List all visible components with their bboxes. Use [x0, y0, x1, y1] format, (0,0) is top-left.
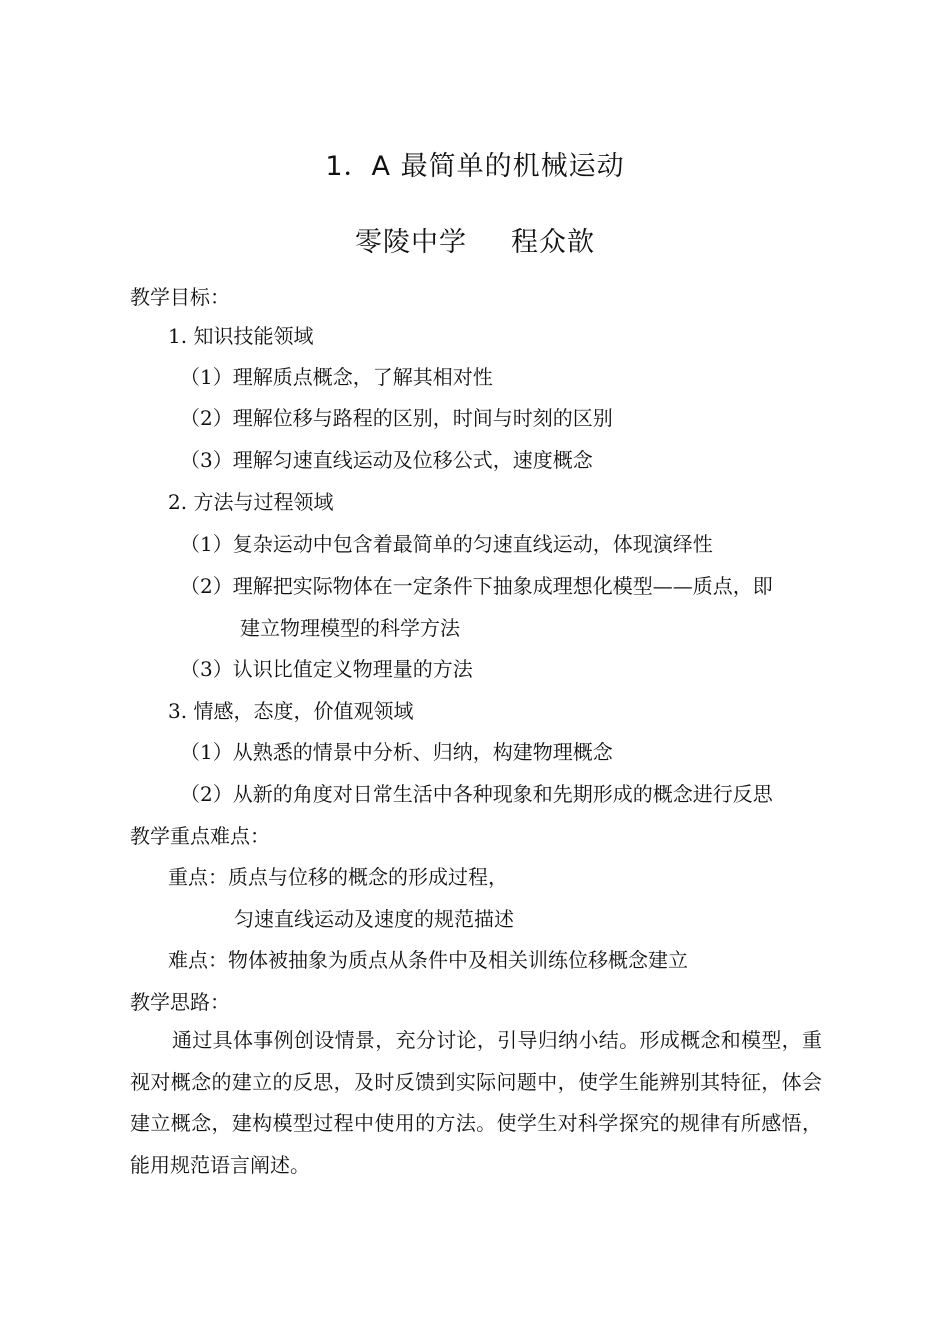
author-name: 程众歆	[511, 227, 595, 258]
difficulty-point: 难点：物体被抽象为质点从条件中及相关训练位移概念建立	[168, 948, 688, 972]
key-point-continuation: 匀速直线运动及速度的规范描述	[234, 907, 514, 931]
section-2-item: （1）复杂运动中包含着最简单的匀速直线运动，体现演绎性	[180, 532, 713, 556]
section-2-item: （2）理解把实际物体在一定条件下抽象成理想化模型——质点，即	[180, 574, 773, 598]
section-1-item: （3）理解匀速直线运动及位移公式，速度概念	[180, 448, 593, 472]
section-2-item: （3）认识比值定义物理量的方法	[180, 657, 473, 681]
keypoints-heading: 教学重点难点：	[130, 824, 270, 848]
section-1-heading: 1. 知识技能领域	[168, 324, 314, 348]
approach-paragraph: 通过具体事例创设情景，充分讨论，引导归纳小结。形成概念和模型，重视对概念的建立的反思，及时反馈到实际问题中，使学生能辨别其特征，体会建立概念，建构模型过程中使用的方法。使学生对科学探究的规律有所感悟，能用规范语言阐述。	[130, 1028, 822, 1177]
school-name: 零陵中学	[355, 227, 467, 258]
section-1-item: （2）理解位移与路程的区别，时间与时刻的区别	[180, 406, 613, 430]
section-2-heading: 2. 方法与过程领域	[168, 490, 334, 514]
objectives-heading: 教学目标：	[130, 285, 230, 309]
section-3-item: （2）从新的角度对日常生活中各种现象和先期形成的概念进行反思	[180, 782, 773, 806]
section-1-item: （1）理解质点概念，了解其相对性	[180, 365, 493, 389]
author-line	[0, 220, 950, 259]
section-3-item: （1）从熟悉的情景中分析、归纳，构建物理概念	[180, 740, 613, 764]
section-2-item-continuation: 建立物理模型的科学方法	[240, 616, 460, 640]
approach-heading: 教学思路：	[130, 990, 230, 1014]
document-title: 1．A 最简单的机械运动	[325, 151, 625, 182]
section-3-heading: 3. 情感，态度，价值观领域	[168, 699, 414, 723]
key-point: 重点：质点与位移的概念的形成过程，	[168, 865, 508, 889]
